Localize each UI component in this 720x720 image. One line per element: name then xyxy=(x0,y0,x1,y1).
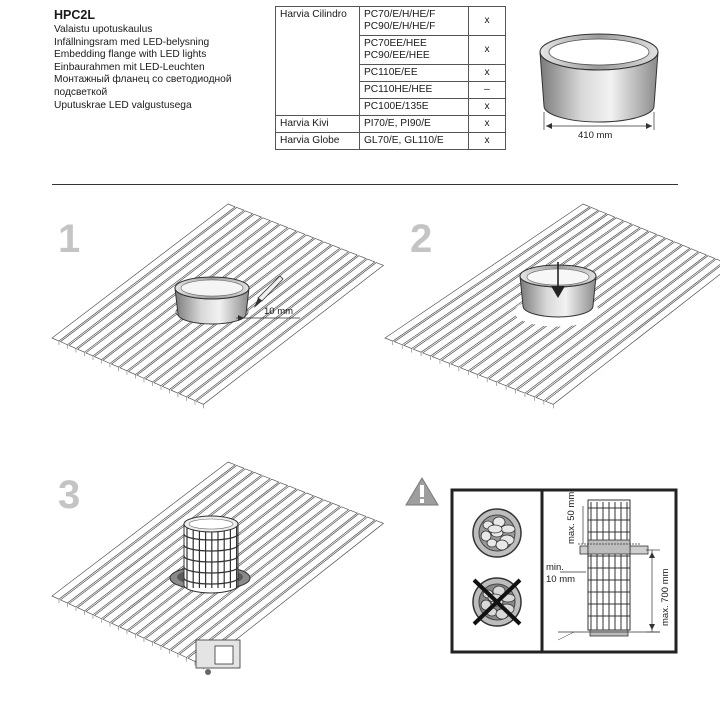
flange-ring-drawing xyxy=(540,34,658,130)
min-gap-label-2: 10 mm xyxy=(546,574,576,585)
step-number: 1 xyxy=(58,217,81,261)
model-text: PC70/E/H/HE/F xyxy=(364,9,436,20)
stone xyxy=(487,539,497,547)
translation-et: Uputuskrae LED valgustusega xyxy=(54,99,192,111)
stone xyxy=(496,540,508,550)
stones-ok-icon xyxy=(473,509,521,557)
stones-not-allowed-icon xyxy=(473,578,521,626)
model-cell: PC100E/135E xyxy=(360,99,469,116)
warning-icon xyxy=(406,478,438,505)
translation-ru-2: подсветкой xyxy=(54,86,108,98)
model-name: HPC2L xyxy=(54,8,95,22)
mark-cell: x xyxy=(469,65,506,82)
model-cell: PC110E/EE xyxy=(360,65,469,82)
family-cell: Harvia Kivi xyxy=(276,116,360,133)
model-cell: PC110HE/HEE xyxy=(360,82,469,99)
translation-sv: Infällningsram med LED-belysning xyxy=(54,36,210,48)
stone xyxy=(488,525,502,533)
model-text: PC70EE/HEE xyxy=(364,38,427,49)
step-number: 2 xyxy=(410,217,433,261)
mark-cell: x xyxy=(469,7,506,36)
max-height-label: max. 700 mm xyxy=(660,568,671,626)
max-top-label: max. 50 mm xyxy=(566,491,577,544)
mark-cell: – xyxy=(469,82,506,99)
mark-cell: x xyxy=(469,99,506,116)
model-text: PC90/EE/HEE xyxy=(364,50,430,61)
step1-gap-label: 10 mm xyxy=(264,306,294,317)
step-number: 3 xyxy=(58,473,81,517)
model-cell: GL70/E, GL110/E xyxy=(360,133,469,150)
min-gap-label-1: min. xyxy=(546,562,564,573)
ring-diameter-label: 410 mm xyxy=(578,130,613,141)
mark-cell: x xyxy=(469,36,506,65)
model-cell: PI70/E, PI90/E xyxy=(360,116,469,133)
mark-cell: x xyxy=(469,133,506,150)
family-cell: Harvia Cilindro xyxy=(276,7,360,116)
family-cell: Harvia Globe xyxy=(276,133,360,150)
model-text: PC90/E/H/HE/F xyxy=(364,21,436,32)
translation-de: Einbaurahmen mit LED-Leuchten xyxy=(54,61,205,73)
clearance-panel xyxy=(452,490,676,652)
translation-en: Embedding flange with LED lights xyxy=(54,49,207,61)
step2-flange xyxy=(515,262,599,326)
mark-cell: x xyxy=(469,116,506,133)
translation-fi: Valaistu upotuskaulus xyxy=(54,24,153,35)
translation-ru-1: Монтажный фланец со светодиодной xyxy=(54,74,232,86)
